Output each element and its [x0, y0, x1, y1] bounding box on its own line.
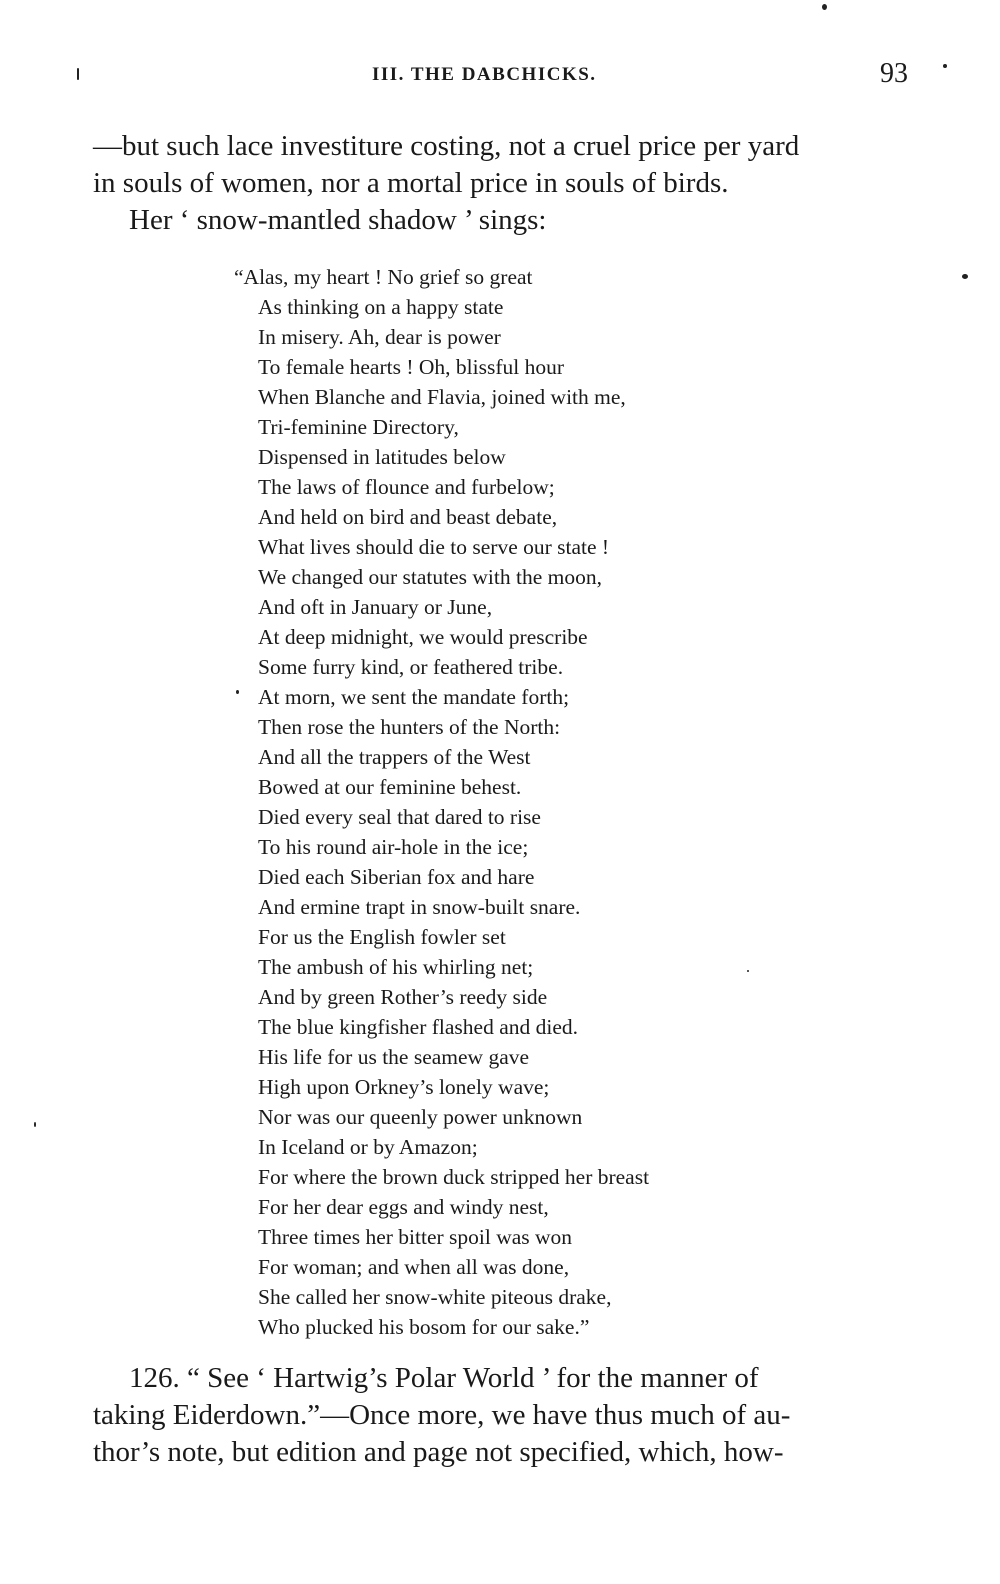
print-speck	[236, 690, 239, 694]
prose-line: Her ‘ snow-mantled shadow ’ sings:	[129, 204, 547, 236]
poem	[234, 262, 650, 1342]
prose-line: —but such lace investiture costing, not a cruel price per yard	[93, 130, 800, 162]
bottom-paragraph	[93, 1360, 915, 1471]
prose-line: 126. “ See ‘ Hartwig’s Polar World ’ for the manner of	[129, 1362, 759, 1394]
poem-line: High upon Orkney’s lonely wave;	[258, 1075, 550, 1099]
poem-line: At deep midnight, we would prescribe	[258, 625, 588, 649]
poem-line: What lives should die to serve our state !	[258, 535, 610, 559]
poem-line: At morn, we sent the mandate forth;	[258, 685, 570, 709]
page-number: 93	[880, 58, 908, 89]
poem-line: And by green Rother’s reedy side	[258, 985, 548, 1009]
poem-line: Died each Siberian fox and hare	[258, 865, 535, 889]
poem-line: The blue kingfisher flashed and died.	[258, 1015, 579, 1039]
poem-line: For her dear eggs and windy nest,	[258, 1195, 549, 1219]
poem-line: To female hearts ! Oh, blissful hour	[258, 355, 564, 379]
running-head	[0, 60, 1000, 90]
poem-line: The ambush of his whirling net;	[258, 955, 534, 979]
poem-line: Bowed at our feminine behest.	[258, 775, 522, 799]
poem-line: For where the brown duck stripped her breast	[258, 1165, 650, 1189]
poem-line: We changed our statutes with the moon,	[258, 565, 602, 589]
print-speck	[962, 274, 968, 279]
poem-line: Who plucked his bosom for our sake.”	[258, 1315, 590, 1339]
poem-line: For us the English fowler set	[258, 925, 506, 949]
prose-line: in souls of women, nor a mortal price in souls of birds.	[93, 167, 729, 199]
poem-line: And oft in January or June,	[258, 595, 493, 619]
poem-line: Some furry kind, or feathered tribe.	[258, 655, 564, 679]
poem-line: She called her snow-white piteous drake,	[258, 1285, 612, 1309]
poem-line: And all the trappers of the West	[258, 745, 531, 769]
poem-line: To his round air-hole in the ice;	[258, 835, 529, 859]
poem-line: Then rose the hunters of the North:	[258, 715, 561, 739]
poem-line: The laws of flounce and furbelow;	[258, 475, 555, 499]
poem-line: As thinking on a happy state	[258, 295, 504, 319]
poem-line: Three times her bitter spoil was won	[258, 1225, 573, 1249]
poem-line: When Blanche and Flavia, joined with me,	[258, 385, 626, 409]
poem-line: His life for us the seamew gave	[258, 1045, 530, 1069]
running-title: III. THE DABCHICKS.	[372, 64, 597, 85]
poem-line: In misery. Ah, dear is power	[258, 325, 501, 349]
poem-line: And ermine trapt in snow-built snare.	[258, 895, 581, 919]
poem-line: And held on bird and beast debate,	[258, 505, 558, 529]
print-speck	[34, 1122, 36, 1127]
poem-line: “Alas, my heart ! No grief so great	[234, 265, 533, 289]
poem-line: Dispensed in latitudes below	[258, 445, 506, 469]
poem-line: For woman; and when all was done,	[258, 1255, 570, 1279]
poem-line: In Iceland or by Amazon;	[258, 1135, 478, 1159]
poem-line: Died every seal that dared to rise	[258, 805, 541, 829]
prose-line: taking Eiderdown.”—Once more, we have thus much of au-	[93, 1399, 791, 1431]
top-paragraph	[93, 128, 915, 239]
prose-line: thor’s note, but edition and page not specified, which, how-	[93, 1436, 784, 1468]
print-speck	[822, 4, 827, 10]
print-speck	[747, 970, 749, 972]
poem-line: Nor was our queenly power unknown	[258, 1105, 583, 1129]
poem-line: Tri-feminine Directory,	[258, 415, 459, 439]
print-speck	[77, 68, 79, 80]
print-speck	[943, 64, 947, 68]
